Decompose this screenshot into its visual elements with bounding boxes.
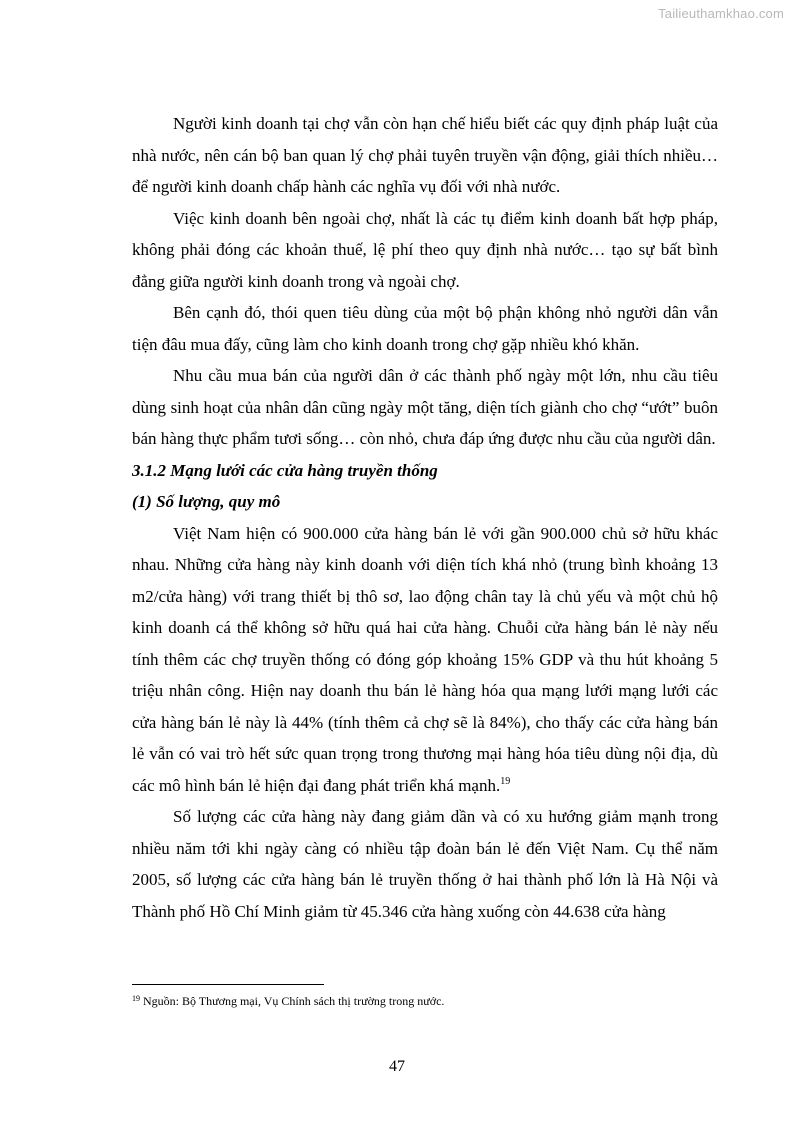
paragraph-text: Việt Nam hiện có 900.000 cửa hàng bán lẻ với gần 900.000 chủ sở hữu khác nhau. Những cửa hàng này kinh doanh với diện tích khá nhỏ (trung bình khoảng 13 m2/cửa hàng) với trang thiết bị thô sơ, lao động chân tay là chủ yếu và một chủ hộ kinh doanh cá thể không sở hữu quá hai cửa hàng. Chuỗi cửa hàng bán lẻ này nếu tính thêm các chợ truyền thống có đóng góp khoảng 15% GDP và thu hút khoảng 5 triệu nhân công. Hiện nay doanh thu bán lẻ hàng hóa qua mạng lưới mạng lưới các cửa hàng bán lẻ này là 44% (tính thêm cả chợ sẽ là 84%), cho thấy các cửa hàng bán lẻ vẫn có vai trò hết sức quan trọng trong thương mại hàng hóa tiêu dùng nội địa, dù các mô hình bán lẻ hiện đại đang phát triển khá mạnh.: [132, 523, 718, 795]
paragraph: Bên cạnh đó, thói quen tiêu dùng của một bộ phận không nhỏ người dân vẫn tiện đâu mua đấy, cũng làm cho kinh doanh trong chợ gặp nhiều khó khăn.: [132, 303, 718, 354]
paragraph: [132, 518, 718, 802]
footnote-number: 19: [132, 994, 140, 1003]
watermark: Tailieuthamkhao.com: [658, 6, 784, 21]
section-heading: 3.1.2 Mạng lưới các cửa hàng truyền thống: [132, 460, 438, 480]
paragraph: Người kinh doanh tại chợ vẫn còn hạn chế hiểu biết các quy định pháp luật của nhà nước, nên cán bộ ban quan lý chợ phải tuyên truyền vận động, giải thích nhiều… để người kinh doanh chấp hành các nghĩa vụ đối với nhà nước.: [132, 114, 718, 196]
paragraph: Số lượng các cửa hàng này đang giảm dần và có xu hướng giảm mạnh trong nhiều năm tới khi ngày càng có nhiều tập đoàn bán lẻ đến Việt Nam. Cụ thể năm 2005, số lượng các cửa hàng bán lẻ truyền thống ở hai thành phố lớn là Hà Nội và Thành phố Hồ Chí Minh giảm từ 45.346 cửa hàng xuống còn 44.638 cửa hàng: [132, 807, 718, 921]
footnote-reference[interactable]: 19: [500, 775, 511, 787]
body-text: [132, 108, 718, 927]
page-number: 47: [389, 1058, 405, 1075]
footnote: [132, 993, 444, 1009]
subsection-heading: (1) Số lượng, quy mô: [132, 492, 281, 511]
paragraph: Nhu cầu mua bán của người dân ở các thành phố ngày một lớn, nhu cầu tiêu dùng sinh hoạt của nhân dân cũng ngày một tăng, diện tích giành cho chợ “ướt” buôn bán hàng thực phẩm tươi sống… còn nhỏ, chưa đáp ứng được nhu cầu của người dân.: [132, 366, 718, 448]
footnote-divider: [132, 984, 324, 985]
paragraph: Việc kinh doanh bên ngoài chợ, nhất là các tụ điểm kinh doanh bất hợp pháp, không phải đóng các khoản thuế, lệ phí theo quy định nhà nước… tạo sự bất bình đẳng giữa người kinh doanh trong và ngoài chợ.: [132, 208, 718, 291]
footnote-text: Nguồn: Bộ Thương mại, Vụ Chính sách thị trường trong nước.: [140, 994, 445, 1008]
